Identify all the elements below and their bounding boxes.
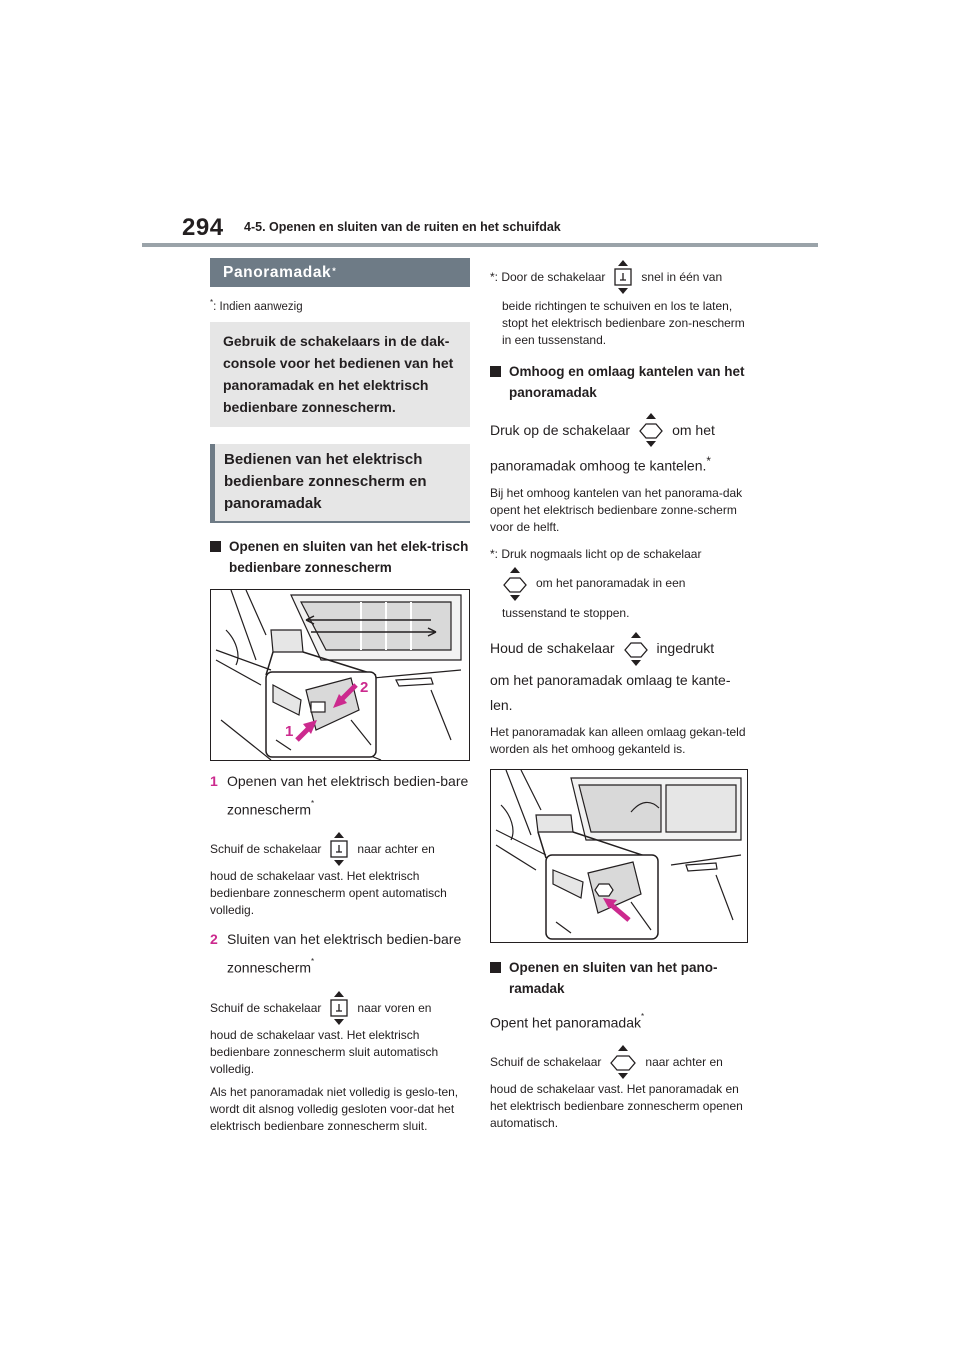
section-title: Panoramadak: [223, 263, 332, 281]
page-number: 294: [182, 214, 224, 241]
hold-note: Het panoramadak kan alleen omlaag gekan-teld worden als het omhoog gekanteld is.: [490, 724, 746, 756]
tilt-instruction: Druk op de schakelaar om het: [490, 411, 748, 449]
bullet-square-icon: [490, 366, 501, 377]
footnote-1-detail: beide richtingen te schuiven en los te laten, stopt het elektrisch bedienbare zon-nescherm in een tussenstand.: [502, 299, 745, 347]
open-detail: houd de schakelaar vast. Het panoramadak en het elektrisch bedienbare zonnescherm openen automatisch.: [490, 1082, 743, 1131]
subheading-sunshade: Openen en sluiten van het elek-trisch bedienbare zonnescherm: [210, 536, 470, 578]
step-1-instruction: Schuif de schakelaar naar achter en: [210, 830, 470, 868]
tilt-switch-icon: [638, 411, 664, 449]
step-2-detail: houd de schakelaar vast. Het elektrisch bedienbare zonnescherm sluit automatisch volledig.: [210, 1028, 439, 1077]
footnote-2: *: Druk nogmaals licht op de schakelaar: [490, 546, 702, 561]
hold-instruction-cont: om het panoramadak omlaag te kante-len.: [490, 671, 731, 713]
footnote-2-switch: om het panoramadak in een: [490, 565, 748, 603]
step-1-detail: houd de schakelaar vast. Het elektrisch bedienbare zonnescherm opent automatisch volledig.: [210, 869, 447, 918]
closing-note: Als het panoramadak niet volledig is geslo-ten, wordt dit alsnog volledig gesloten voor-dat het elektrisch bedienbare zonnescherm sluit.: [210, 1085, 459, 1134]
slide-switch-icon: [613, 258, 633, 296]
open-text: Opent het panoramadak*: [490, 1011, 645, 1031]
section-title-bar: [210, 258, 470, 287]
tilt-instruction-cont: panoramadak omhoog te kantelen.*: [490, 455, 711, 474]
right-column: [490, 258, 748, 1132]
tilt-switch-icon: [609, 1043, 637, 1081]
step-1: 1 Openen van het elektrisch bedien-bare zonnescherm*: [210, 772, 469, 818]
figure-label-2: 2: [360, 678, 369, 696]
section-heading: Bedienen van het elektrisch bedienbare zonnescherm en panoramadak: [210, 444, 470, 523]
left-column: [210, 258, 470, 1135]
bullet-square-icon: [210, 541, 221, 552]
open-instruction: Schuif de schakelaar naar achter en: [490, 1043, 748, 1081]
tilt-switch-icon: [623, 630, 649, 668]
chapter-title: 4-5. Openen en sluiten van de ruiten en het schuifdak: [244, 220, 561, 234]
step-2-instruction: Schuif de schakelaar naar voren en: [210, 989, 470, 1027]
subheading-tilt: Omhoog en omlaag kantelen van het panoramadak: [490, 361, 748, 403]
tilt-switch-icon: [502, 565, 528, 603]
slide-switch-icon: [329, 830, 349, 868]
footnote-1: *: Door de schakelaar snel in één van: [490, 258, 748, 296]
hold-instruction: Houd de schakelaar ingedrukt: [490, 630, 748, 668]
availability-footnote: *: Indien aanwezig: [210, 298, 303, 313]
figure-tilt-switch: [490, 769, 748, 943]
tilt-illustration: [491, 770, 746, 942]
footnote-2-detail: tussenstand te stoppen.: [502, 605, 630, 620]
section-star: *: [332, 265, 337, 276]
figure-label-1: 1: [285, 722, 294, 740]
tilt-note: Bij het omhoog kantelen van het panorama-dak opent het elektrisch bedienbare zonne-scherm voor de helft.: [490, 485, 743, 534]
intro-box: Gebruik de schakelaars in de dak-console voor het bedienen van het panoramadak en het elektrisch bedienbare zonnescherm.: [210, 322, 470, 427]
subheading-open-close: Openen en sluiten van het pano-ramadak: [490, 957, 748, 999]
sunshade-illustration: [211, 590, 468, 760]
header-rule: [142, 243, 818, 247]
step-2: 2 Sluiten van het elektrisch bedien-bare zonnescherm*: [210, 931, 462, 977]
bullet-square-icon: [490, 962, 501, 973]
figure-sunshade-switch: [210, 589, 470, 761]
slide-switch-icon: [329, 989, 349, 1027]
